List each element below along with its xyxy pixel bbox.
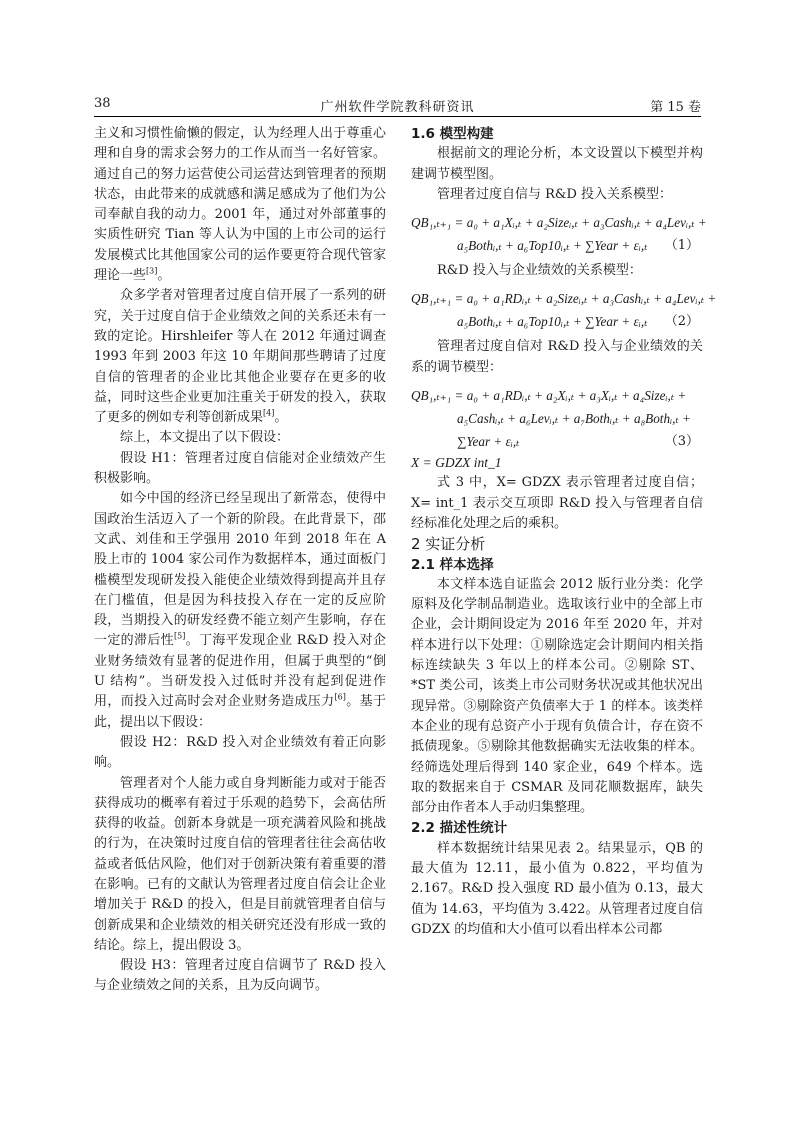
equation-number: （2）	[664, 314, 699, 330]
paragraph: 管理者过度自信对 R&D 投入与企业绩效的关系的调节模型：	[411, 339, 703, 375]
equation-3-definition: X = GDZX int_1	[411, 455, 502, 471]
hypothesis-h1: 假设 H1：管理者过度自信能对企业绩效产生积极影响。	[94, 450, 386, 487]
equation-number: （3）	[664, 434, 699, 450]
section-2-title: 2 实证分析	[411, 535, 486, 554]
paragraph: 式 3 中，X= GDZX 表示管理者过度自信；X= int_1 表示交互项即 R&D 投入与管理者自信经标准化处理之后的乘积。	[411, 475, 703, 531]
page-number: 38	[94, 96, 111, 111]
equation-3-line-1: QB₁,ₜ₊₁ = a₀ + a₁RDᵢ,ₜ + a₂Xᵢ,ₜ + a₃Xᵢ,ₜ + a₄Sizeᵢ,ₜ +	[411, 388, 687, 404]
equation-text: a₅Bothᵢ,ₜ + a₆Top10ᵢ,ₜ + ∑Year + εᵢ,ₜ	[457, 314, 648, 330]
equation-text: a₅Bothᵢ,ₜ + a₆Top10ᵢ,ₜ + ∑Year + εᵢ,ₜ	[457, 238, 648, 254]
equation-text: ∑Year + εᵢ,ₜ	[457, 434, 520, 450]
paragraph: 管理者对个人能力或自身判断能力或对于能否获得成功的概率有着过于乐观的趋势下，会高估所获得的收益。创新本身就是一项充满着风险和挑战的行为，在决策时过度自信的管理者往往会高估收益或者低估风险，他们对于创新决策有着重要的潜在影响。已有的文献认为管理者过度自信会让企业增加关于 R&D 的投入，但是目前就管理者自信与创新成果和企业绩效的相关研究还没有形成一致的结论。综上，提出假设 3。	[94, 775, 386, 953]
hypothesis-h3: 假设 H3：管理者过度自信调节了 R&D 投入与企业绩效之间的关系，且为反向调节。	[94, 958, 386, 994]
citation: [3]	[146, 266, 158, 276]
journal-title: 广州软件学院教科研资讯	[320, 100, 475, 115]
equation-1-line-2	[411, 234, 703, 257]
equation-3-line-2: a₅Cashᵢ,ₜ + a₆Levᵢ,ₜ + a₇Bothᵢ,ₜ + a₈Bothᵢ,ₜ +	[457, 411, 691, 427]
paragraph: 本文样本选自证监会 2012 版行业分类：化学原料及化学制品制造业。选取该行业中的全部上市企业，会计期间设定为 2016 年至 2020 年，并对样本进行以下处理：①剔除选定会计期间内相关指标连续缺失 3 年以上的样本公司。②剔除 ST、*ST 类公司，该类上市公司财务状况或其他状况出现异常。③剔除资产负债率大于 1 的样本。该类样本企业的现有总资产小于现有负债合计，存在资不抵债现象。⑤剔除其他数据确实无法收集的样本。经筛选处理后得到 140 家企业，649 个样本。选取的数据来自于 CSMAR 及同花顺数据库，缺失部分由作者本人手动归集整理。	[411, 576, 703, 816]
citation: [4]	[263, 408, 275, 418]
hypothesis-h2: 假设 H2：R&D 投入对企业绩效有着正向影响。	[94, 734, 386, 771]
paragraph: 管理者过度自信与 R&D 投入关系模型：	[437, 186, 673, 202]
paragraph	[94, 124, 386, 286]
paragraph-text: 主义和习惯性偷懒的假定，认为经理人出于尊重心理和自身的需求会努力的工作从而当一名好管家。通过自己的努力运营使公司运营达到管理者的预期状态，由此带来的成就感和满足感成为了他们为公司奉献自我的动力。2001 年，通过对外部董事的实质性研究 Tian 等人认为中国的上市公司的运行发展模式比其他国家公司的运作要更符合现代管家理论一些	[94, 126, 386, 284]
paragraph	[94, 286, 386, 428]
volume-label: 第 15 卷	[650, 100, 701, 115]
paragraph-end: 。	[157, 268, 171, 284]
paragraph-text: 众多学者对管理者过度自信开展了一系列的研究，关于过度自信于企业绩效之间的关系还未有一致的定论。Hirshleifer 等人在 2012 年通过调查 1993 年到 2003 年这 10 年期间那些聘请了过度自信的管理者的企业比其他企业要存在更多的收益，同时这些企业更加注重关于研发的投入，获取了更多的例如专利等创新成果	[94, 288, 386, 426]
equation-2-line-2	[411, 310, 703, 333]
paragraph-end: 。	[274, 410, 288, 426]
equation-1-line-1: QB₁,ₜ₊₁ = a₀ + a₁Xᵢ,ₜ + a₂Sizeᵢ,ₜ + a₃Cashᵢ,ₜ + a₄Levᵢ,ₜ +	[411, 215, 707, 231]
paragraph: 根据前文的理论分析，本文设置以下模型并构建调节模型图。	[411, 146, 703, 182]
left-column	[94, 124, 386, 997]
section-1-6-title: 1.6 模型构建	[411, 126, 494, 142]
running-header	[94, 94, 701, 117]
paragraph-text: 。丁海平发现企业 R&D 投入对企业财务绩效有显著的促进作用，但属于典型的“倒 U 结构”。当研发投入过低时并没有起到促进作用，而投入过高时会对企业财务造成压力	[94, 633, 386, 710]
citation: [6]	[334, 692, 346, 702]
paragraph: R&D 投入与企业绩效的关系模型：	[437, 263, 642, 279]
section-2-2-title: 2.2 描述性统计	[411, 820, 508, 837]
paragraph-text: 如今中国的经济已经呈现出了新常态，使得中国政治生活迈入了一个新的阶段。在此背景下，邵文武、刘佳和王学强用 2010 年到 2018 年在 A 股上市的 1004 家公司作为数据样本，通过面板门槛模型发现研发投入能使企业绩效得到提高并且存在门槛值，但是因为科技投入存在一定的反应阶段，当期投入的研发经费不能立刻产生影响，存在一定的滞后性	[94, 491, 386, 649]
paragraph	[94, 489, 386, 733]
citation: [5]	[173, 632, 186, 642]
equation-2-line-1: QB₁,ₜ₊₁ = a₀ + a₁RDᵢ,ₜ + a₂Sizeᵢ,ₜ + a₃Cashᵢ,ₜ + a₄Levᵢ,ₜ +	[411, 291, 717, 307]
section-2-1-title: 2.1 样本选择	[411, 556, 494, 573]
right-column	[411, 124, 717, 940]
paragraph: 综上，本文提出了以下假设：	[120, 430, 290, 446]
paragraph: 样本数据统计结果见表 2。结果显示，QB 的最大值为 12.11，最小值为 0.822，平均值为 2.167。R&D 投入强度 RD 最小值为 0.13，最大值为 14.63，平均值为 3.422。从管理者过度自信 GDZX 的均值和大小值可以看出样本公司都	[411, 840, 703, 937]
paragraph-end: 。基于此，提出以下假设：	[94, 694, 386, 730]
equation-number: （1）	[664, 238, 699, 254]
equation-3-line-3	[411, 430, 703, 453]
